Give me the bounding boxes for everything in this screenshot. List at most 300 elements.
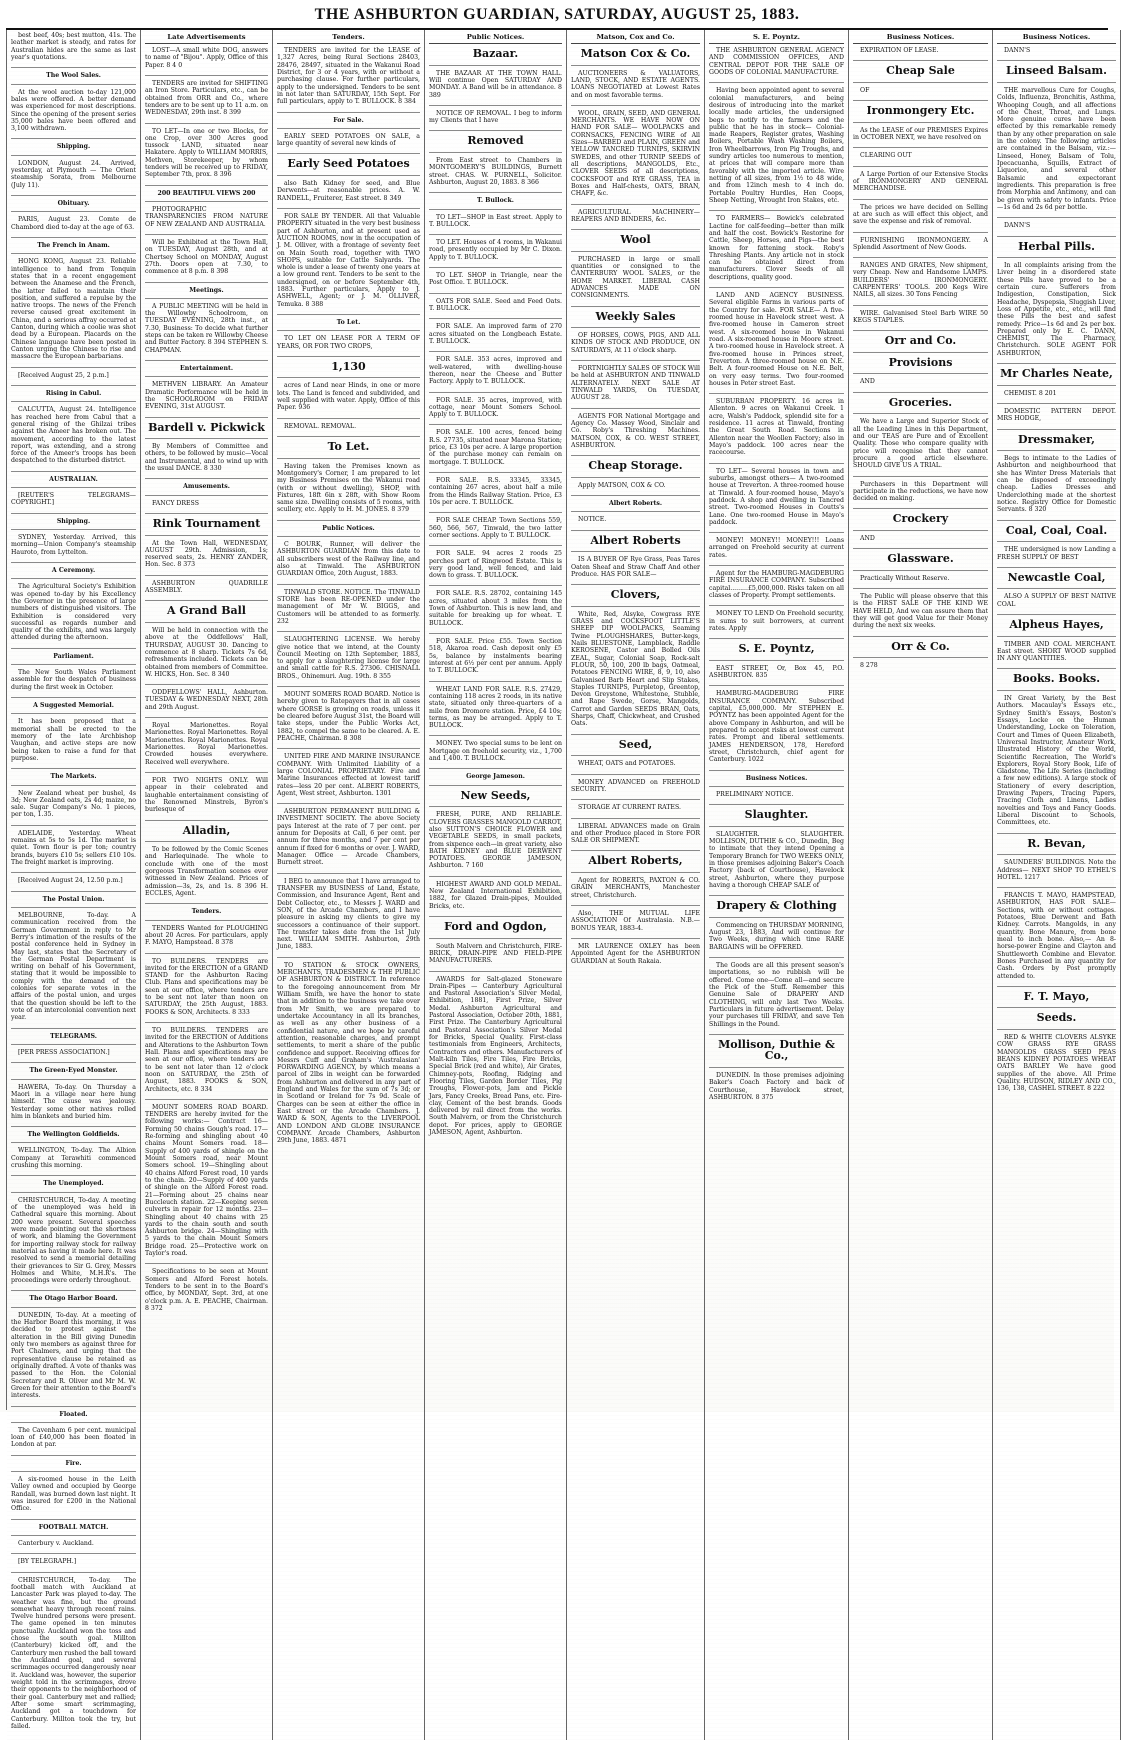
headline: Albert Roberts <box>590 533 681 547</box>
paragraph: Canterbury v. Auckland. <box>18 1539 94 1547</box>
column-block <box>145 605 268 623</box>
column-block <box>277 335 420 357</box>
column-block <box>145 422 268 440</box>
headline: Obituary. <box>57 200 90 207</box>
column-block <box>997 593 1116 615</box>
column-block <box>429 214 562 236</box>
column-block <box>145 1027 268 1100</box>
headline: F. T. Mayo, <box>1023 989 1090 1003</box>
column-block <box>853 481 988 510</box>
column-block <box>853 553 988 571</box>
column-block <box>277 589 420 633</box>
headline: Slaughter. <box>744 808 809 822</box>
column-header: S. E. Poyntz. <box>709 32 844 44</box>
paragraph: MELBOURNE, To-day. A communication received from the German Government in reply to Mr Berry's intimation of the results of the postal conference held in Sydney in May last, states that the Secretary of the German Postal Department is writing on behalf of his Government, stating that it would be impossible to comply with the demand of the colonies for separate votes in the affairs of the postal union, and urges that the question should be left to the vote of an intercolonial convention next year. <box>11 911 136 1022</box>
masthead <box>6 6 1108 30</box>
paragraph: We have a Large and Superior Stock of all the Leading Lines in this Department, and our TEAS are Pure and of Excellent Quality. Those who compare quality with price will recognise that they cannot procure a good article elsewhere. SHOULD GIVE US A TRIAL. <box>853 418 988 470</box>
column-block <box>429 272 562 294</box>
column-block <box>277 423 420 437</box>
paragraph: HAMBURG-MAGDEBURG FIRE INSURANCE COMPANY. Subscribed capital, £5,000,000. Mr STEPHEN E. POYNTZ has been appointed Agent for the above Company in Ashburton, and will be prepared to accept risks at lowest current rates. Prompt and liberal settlements. JAMES HENDERSON, 178, Hereford street, Christchurch, chief agent for Canterbury. 1022 <box>709 690 844 764</box>
headline: Wool <box>620 233 651 247</box>
paragraph: 8 278 <box>860 662 878 670</box>
column-block <box>277 808 420 874</box>
headline: 1,130 <box>331 359 366 373</box>
headline: Shipping. <box>56 143 91 151</box>
column-block <box>429 157 562 193</box>
column-block <box>571 256 700 307</box>
headline: Early Seed Potatoes <box>287 157 410 171</box>
column-block <box>429 773 562 785</box>
paragraph: Will be Exhibited at the Town Hall, on TUESDAY, August 28th, and at Chertsey School on MONDAY, August 27th. Doors open at 7.30, to commence at 8 p.m. 8 398 <box>145 238 268 276</box>
paragraph: FOR SALE BY TENDER. All that Valuable PROPERTY situated in the very best business part of Ashburton, and at present used as AUCTION ROOMS, now in the occupation of J. M. Olliver, with a frontage of seventy feet on Main South road, together with TWO SHOPS, suitable for Cattle Salyards. The whole is under a lease of twenty one years at a low ground rent. Tenders to be sent to the undersigned, on or before September 4th, 1883. Further particulars, Apply to J. ASHWELL, Agent; or J. M. OLLIVER, Temuka. 8 388 <box>277 212 420 308</box>
column-block <box>145 925 268 954</box>
column-block <box>997 390 1116 404</box>
paragraph: WHEAT, OATS and POTATOES. <box>578 760 676 768</box>
paragraph: STORAGE AT CURRENT RATES. <box>578 804 681 812</box>
paragraph: AGRICULTURAL MACHINERY—REAPERS AND BINDERS, &c. <box>571 208 700 223</box>
paragraph: The Public will please observe that this is the FIRST SALE OF THE KIND WE HAVE HELD, And we can assure them that they will get good Value for their Money during the next six weeks. <box>853 593 988 630</box>
paragraph: South Malvern and Christchurch, FIRE-BRICK, DRAIN-PIPE AND FIELD-PIPE MANUFACTURERS. <box>429 942 562 965</box>
paragraph: EXPIRATION OF LEASE. <box>860 47 939 55</box>
column-block <box>277 319 420 331</box>
column-7 <box>849 30 993 1740</box>
headline: Provisions <box>888 355 953 369</box>
column-block <box>571 943 700 971</box>
paragraph: FRANCIS T. MAYO, HAMPSTEAD, ASHBURTON, HAS FOR SALE— Sections, with or without cottages. Potatoes, Blue Derwent and Bath Kidney. Carrots. Mangolds, in any quantity. Bone Manure, from bone meal to inch bone. Also,— An 8-horse-power Engine and Clayton and Shuttleworth Combine and Elevator. Bones Purchased in any quantity for Cash. Orders by Post promptly attended to. <box>997 892 1116 980</box>
column-block <box>145 540 268 576</box>
column-block <box>853 65 988 83</box>
paragraph: The New South Wales Parliament assemble for the despatch of business during the first week in October. <box>11 669 136 691</box>
column-block <box>709 47 844 83</box>
headline: The Green-Eyed Monster. <box>29 1067 118 1075</box>
paragraph: A Large Portion of our Extensive Stocks of IRONMONGERY AND GENERAL MERCHANDISE. <box>853 170 988 193</box>
column-block <box>277 180 420 209</box>
column-block <box>277 441 420 459</box>
paragraph: SAUNDERS' BUILDINGS. Note the Address— NEXT SHOP TO ETHEL'S HOTEL. 1217 <box>997 859 1116 881</box>
paragraph: ASHBURTON PERMANENT BUILDING & INVESTMENT SOCIETY. The above Society pays Interest at the rate of 7 per cent. per annum for Deposits at Call, 6 per cent. per annum for three months, and 7 per cent per annum if fixed for 6 months or over. J. WARD, Manager. Office — Arcade Chambers, Burnett street. <box>277 808 420 867</box>
column-grid <box>6 30 1116 1730</box>
column-block <box>571 500 700 512</box>
column-block <box>145 825 268 843</box>
paragraph: PARIS, August 23. Comte de Chambord died to-day at the age of 63. <box>11 216 136 231</box>
column-block <box>429 517 562 546</box>
column-block <box>997 1012 1116 1030</box>
column-block <box>145 206 268 235</box>
headline: Newcastle Coal, <box>1007 570 1106 584</box>
paragraph: TO LET. SHOP in Triangle, near the Post Office. T. BULLOCK. <box>429 272 562 287</box>
headline: New Seeds, <box>460 788 531 802</box>
column-block <box>429 48 562 66</box>
column-block <box>145 722 268 773</box>
column-block <box>997 525 1116 543</box>
headline: Weekly Sales <box>595 309 676 323</box>
column-block <box>11 143 136 155</box>
paragraph: Royal Marionettes. Royal Marionettes. Royal Marionettes. Royal Marionettes. Royal Marionettes. Royal Marionettes. Royal Marionettes. Crowded houses everywhere. Received well everywhere. <box>145 722 268 766</box>
column-block <box>853 105 988 123</box>
column-block <box>709 809 844 827</box>
paragraph: LOST—A small white DOG, answers to name of "Bijou". Apply, Office of this Paper. 8 4 0 <box>145 47 268 69</box>
headline: Rising in Cabul. <box>45 389 102 397</box>
column-block <box>853 335 988 353</box>
column-block <box>709 900 844 918</box>
column-block <box>571 311 700 329</box>
headline: The Otago Harbor Board. <box>29 1295 118 1303</box>
column-block <box>11 669 136 698</box>
column-block <box>571 877 700 906</box>
column-block <box>429 397 562 426</box>
paragraph: METHVEN LIBRARY. An Amateur Dramatic Performance will be held in the SCHOOLROOM on FRIDAY EVENING, 31st AUGUST. <box>145 381 268 411</box>
column-block <box>11 912 136 1029</box>
paragraph: Also, THE MUTUAL LIFE ASSOCIATION Of Australasia. N.B.—BONUS YEAR, 1883-4. <box>571 909 700 932</box>
paragraph: SYDNEY, Yesterday. Arrived, this morning—Union Company's steamship Hauroto, from Lyttelton. <box>11 534 136 556</box>
headline: A Ceremony. <box>51 566 96 574</box>
paragraph: TO LET—In one or two Blocks, for one Crop, over 300 Acres good tussock LAND, situated near Hakatere. Apply to WILLIAM MORRIS, Methven, Storekeeper, by whom tenders will be received up to FRIDAY, September 7th, prox. 8 396 <box>145 127 268 179</box>
headline: Orr & Co. <box>891 639 950 653</box>
column-4 <box>425 30 567 1740</box>
paragraph: TO LET. Houses of 4 rooms, in Wakanui road, presently occupied by Mr C. Dixon. Apply to T. BULLOCK. <box>429 239 562 261</box>
headline: The Postal Union. <box>42 895 105 903</box>
column-block <box>145 846 268 904</box>
paragraph: New Zealand wheat per bushel, 4s 3d; New Zealand oats, 2s 4d; maize, no sale. Sugar Company's No. 1 pieces, per ton, 1.35. <box>11 789 136 819</box>
headline: Seeds. <box>1036 1011 1077 1025</box>
paragraph: [BY TELEGRAPH.] <box>18 1558 77 1566</box>
paragraph: HIGHEST AWARD AND GOLD MEDAL. New Zealand International Exhibition, 1882, for Glazed Drain-pipes, Moulded Bricks, etc. <box>429 880 562 910</box>
column-block <box>11 1427 136 1456</box>
column-block <box>853 87 988 101</box>
headline: A Suggested Memorial. <box>33 702 114 709</box>
column-block <box>429 135 562 153</box>
headline: Tenders. <box>191 908 222 916</box>
column-block <box>11 773 136 785</box>
column-block <box>429 976 562 1143</box>
column-block <box>997 619 1116 637</box>
paragraph: best beef, 40s; best mutton, 41s. The leather market is steady, and rates for Australian hides are the same as last year's quotations. <box>11 32 136 61</box>
headline: Cheap Sale <box>886 64 955 78</box>
paragraph: A PUBLIC MEETING will be held in the Willowby Schoolroom, on TUESDAY EVENING, 28th inst., at 7.30, Business: To decide what further steps can be taken re Willowby Cheese and Butter Factory. 8 394 STEPHEN S. CHAPMAN. <box>145 302 268 354</box>
column-block <box>277 636 420 687</box>
column-block <box>429 356 562 392</box>
column-block <box>709 610 844 639</box>
headline: Clovers, <box>610 588 661 602</box>
paragraph: Practically Without Reserve. <box>860 574 950 582</box>
column-block <box>571 110 700 205</box>
paragraph: RED & WHITE CLOVERS ALSYKE COW GRASS RYE GRASS MANGOLDS GRASS SEED PEAS BEANS KIDNEY POTATOES WHEAT OATS BARLEY We have good supplies of the above. All Prime Quality. HUDSON, RIDLEY AND CO., 136, 138, CASHEL STREET. 8 222 <box>997 1033 1116 1093</box>
paragraph: FOR SALE. R.S. 33345, 33345, containing 267 acres, about half a mile from the Hinds Railway Station. Price, £3 10s per acre. T. BULLOCK. <box>429 477 562 506</box>
paragraph: At the wool auction to-day 121,000 bales were offered. A better demand was experienced for most descriptions. Since the opening of the present series 35,000 bales have been offered and 3,100 withdrawn. <box>11 88 136 133</box>
column-block <box>853 662 988 675</box>
column-block <box>429 70 562 106</box>
headline: Removed <box>467 134 524 148</box>
headline: George Jameson. <box>466 773 525 781</box>
headline: R. Bevan, <box>1027 836 1086 850</box>
column-block <box>429 550 562 586</box>
headline: Rink Tournament <box>152 517 261 530</box>
paragraph: CLEARING OUT <box>860 152 912 160</box>
column-block <box>709 537 844 566</box>
paragraph: Apply MATSON, COX & CO. <box>578 481 666 489</box>
column-block <box>145 47 268 76</box>
column-block <box>571 804 700 818</box>
paragraph: As the LEASE of our PREMISES Expires in OCTOBER NEXT, we have resolved on <box>853 126 988 142</box>
column-block <box>145 443 268 479</box>
paragraph: AUCTIONEERS & VALUATORS, LAND, STOCK, AND ESTATE AGENTS. LOANS NEGOTIATED at Lowest Rates and on most favorable terms. <box>571 69 700 99</box>
column-block <box>11 653 136 665</box>
column-block <box>11 242 136 254</box>
column-block <box>709 643 844 661</box>
column-block <box>429 740 562 769</box>
column-6 <box>705 30 849 1740</box>
paragraph: FANCY DRESS <box>152 499 199 507</box>
column-block <box>11 1147 136 1176</box>
paragraph: [Received August 24, 12.50 p.m.] <box>18 877 123 885</box>
paragraph: NOTICE OF REMOVAL. I beg to inform my Clients that I have <box>429 109 562 125</box>
column-block <box>709 665 844 687</box>
paragraph: OF <box>860 86 870 94</box>
column-block <box>997 546 1116 568</box>
column-block <box>571 332 700 361</box>
paragraph: OF HORSES, COWS, PIGS, AND ALL KINDS OF STOCK AND PRODUCE, ON SATURDAYS, At 11 o'clock sharp. <box>571 332 700 354</box>
column-block <box>429 790 562 808</box>
paragraph: TO LET—SHOP in East street. Apply to T. BULLOCK. <box>429 213 562 228</box>
column-block <box>571 823 700 852</box>
paragraph: WHEAT LAND FOR SALE. R.S. 27429, containing 118 acres 2 roods, in its native state, situated only three-quarters of a mile from Dromore station. Price, £4 10s; terms, as may be arranged. Apply to T. BULLOCK. <box>429 685 562 730</box>
paragraph: TO LET ON LEASE FOR A TERM OF YEARS, OR FOR TWO CROPS, <box>277 335 420 350</box>
headline: Floated. <box>59 1410 88 1418</box>
column-block <box>853 641 988 659</box>
headline: The French in Anam. <box>37 241 110 249</box>
column-block <box>571 589 700 607</box>
column-block <box>997 991 1116 1009</box>
paragraph: HAWERA, To-day. On Thursday a Maori in a village near here hung himself. The cause was jealousy. Yesterday some other natives rolled him in blankets and buried him. <box>11 1083 136 1120</box>
column-block <box>145 365 268 377</box>
column-block <box>571 779 700 801</box>
paragraph: WIRE. Galvanised Steel Barb WIRE 50 KEGS STAPLES. <box>853 309 988 325</box>
column-block <box>145 287 268 299</box>
headline: S. E. Poyntz, <box>738 642 815 656</box>
column-block <box>709 690 844 770</box>
column-block <box>997 262 1116 364</box>
paragraph: TO BUILDERS. TENDERS are invited for the ERECTION of a GRAND STAND for the Ashburton Racing Club. Plans and specifications may be seen at our office, where tenders are to be sent not later than noon on SATURDAY, the 25th August, 1883. FOOKS & SON, Architects. 8 333 <box>145 957 268 1016</box>
headline: Albert Roberts. <box>609 500 662 508</box>
column-block <box>11 1411 136 1423</box>
column-block <box>11 896 136 908</box>
column-block <box>277 463 420 521</box>
headline: Glassware. <box>887 552 954 566</box>
paragraph: DUNEDIN, To-day. At a meeting of the Harbor Board this morning, it was decided to protest against the alteration in the Bill giving Dunedin only two members as against three for Port Chalmers, and urging that the representative clause be retained as originally drafted. A vote of thanks was passed to the Hon. the Colonial Secretary and R. Oliver and Mr M. W. Green for their attention to the Board's interests. <box>11 1311 136 1400</box>
column-block <box>11 372 136 386</box>
column-block <box>145 190 268 202</box>
headline: Ironmongery Etc. <box>866 104 975 118</box>
headline: Drapery & Clothing <box>716 899 837 913</box>
column-block <box>709 468 844 534</box>
column-block <box>709 292 844 394</box>
paragraph: FURNISHING IRONMONGERY. A Splendid Assortment of New Goods. <box>853 236 988 251</box>
paragraph: FORTNIGHTLY SALES OF STOCK Will be held at ASHBURTON AND TINWALD ALTERNATELY. NEXT SALE AT TINWALD YARDS, On TUESDAY, AUGUST 28. <box>571 365 700 402</box>
column-block <box>429 477 562 513</box>
paragraph: Specifications to be seen at Mount Somers and Alford Forest hotels. Tenders to be sent in to the Board's office, by MONDAY, Sept. 3rd, at one o'clock p.m. A. E. PEACHE, Chairman. 8 372 <box>145 1268 268 1312</box>
headline: Mollison, Duthie & Co., <box>718 1037 835 1063</box>
paragraph: WELLINGTON, To-day. The Albion Company at Terawhiti commenced crushing this morning. <box>11 1147 136 1170</box>
paragraph: MR LAURENCE OXLEY has been Appointed Agent for the ASHBURTON GUARDIAN at South Rakaia. <box>571 942 700 965</box>
paragraph: FOR SALE. An improved farm of 270 acres situated on the Longbeach Estate. T. BULLOCK. <box>429 323 562 345</box>
column-block <box>997 65 1116 83</box>
paragraph: ADELAIDE, Yesterday. Wheat remains at 5s to 5s 1d. The market is quiet. Town flour is per ton; country brands, buyers £10 5s; sellers £10 10s. The freight market is improving. <box>11 829 136 866</box>
column-header: Tenders. <box>277 32 420 44</box>
headline: Herbal Pills. <box>1018 239 1095 253</box>
paragraph: LAND AND AGENCY BUSINESS. Several eligible Farms in various parts of the Country for sale. FOR SALE— A five-roomed house in Havelock street west. A five-roomed house in Cameron street west. A six-roomed house in Wakanui road. A six-roomed house in Moore street. A two-roomed house in Havelock street. A five-roomed house in Princes street, Treverton. A three-roomed house on N.E. Belt. A four-roomed House on N.E. Belt, on very easy terms. Two four-roomed houses in Peter street East. <box>709 292 844 387</box>
column-block <box>853 593 988 637</box>
column-block <box>853 47 988 61</box>
column-block <box>11 534 136 563</box>
headline: Mr Charles Neate, <box>1000 367 1113 381</box>
headline: The Markets. <box>50 773 97 781</box>
paragraph: EAST STREET, Or, Box 45, P.O. ASHBURTON. 835 <box>709 664 844 680</box>
paragraph: FOR SALE. 94 acres 2 roods 25 perches part of Ringwood Estate. This is very good land, well fenced, and laid down to grass. T. BULLOCK. <box>429 550 562 580</box>
column-block <box>571 234 700 252</box>
paragraph: TIMBER AND COAL MERCHANT. East street. SHORT WOOD supplied IN ANY QUANTITIES. <box>997 640 1116 663</box>
column-block <box>571 516 700 530</box>
column-block <box>853 378 988 392</box>
column-block <box>571 365 700 409</box>
column-block <box>277 133 420 155</box>
column-header: Business Notices. <box>853 32 988 44</box>
headline: 200 BEAUTIFUL VIEWS 200 <box>157 189 256 197</box>
paragraph: acres of Land near Hinds, in one or more lots. The Land is fenced and subdivided, and well supplied with water. Apply, Office of this Paper. 936 <box>277 382 420 412</box>
paragraph: FOR TWO NIGHTS ONLY. Will appear in their celebrated and laughable entertainment consisting of the Renowned Minstrels, Byron's burlesque of <box>145 776 268 814</box>
headline: Matson Cox & Co. <box>580 47 691 61</box>
paragraph: THE marvellous Cure for Coughs, Colds, Influenza, Bronchitis, Asthma, Whooping Cough, and all affections of the Chest, Throat, and Lungs. More genuine cures have been effected by this remarkable remedy than by any other preparation on sale in the colony. The following articles are contained in the Balsam, viz.:—Linseed, Honey, Balsam of Tolu, Ipecacuanha, Squills, Extract of Liquorice, and several other Balsamic and expectorant ingredients. This preparation is free from Morphia and Antimony, and can be given with safety to infants. Price—1s 6d and 2s 6d per bottle. <box>997 86 1116 211</box>
paragraph: To be followed by the Comic Scenes and Harlequinade. The whole to conclude with one of the most gorgeous Transformation scenes ever witnessed in New Zealand. Prices of admission—3s, 2s, and 1s. 8 396 H. ECCLES, Agent. <box>145 846 268 897</box>
column-block <box>853 127 988 149</box>
column-block <box>277 525 420 537</box>
column-block <box>11 1084 136 1128</box>
column-block <box>429 197 562 209</box>
column-block <box>429 429 562 473</box>
headline: T. Bullock. <box>477 197 514 205</box>
column-block <box>11 390 136 402</box>
column-block <box>709 398 844 464</box>
column-block <box>11 1312 136 1407</box>
column-block <box>997 368 1116 386</box>
column-block <box>11 1577 136 1737</box>
column-block <box>11 567 136 579</box>
column-block <box>571 209 700 231</box>
column-block <box>11 492 136 514</box>
column-block <box>997 572 1116 590</box>
headline: Groceries. <box>888 395 953 409</box>
column-block <box>11 89 136 140</box>
column-block <box>571 460 700 478</box>
headline: For Sale. <box>333 116 364 124</box>
column-block <box>853 418 988 476</box>
column-block <box>853 237 988 259</box>
column-block <box>277 691 420 749</box>
column-block <box>571 70 700 106</box>
column-block <box>11 216 136 238</box>
column-block <box>277 962 420 1151</box>
paragraph: Having taken the Premises known as Montgomery's Corner, I am prepared to let my Business Premises on the Wakanui road (with or without dwelling), SHOP, with Fixtures, 18ft 6in x 28ft, with Show Room same size. Dwelling consists of 5 rooms, with scullery, etc. Apply to H. M. JONES. 8 379 <box>277 462 420 514</box>
column-block <box>997 1034 1116 1099</box>
paragraph: FOR SALE. R.S. 28702, containing 145 acres, situated about 3 miles from the Town of Ashburton. This is new land, and suitable for breaking up for wheat. T. BULLOCK. <box>429 590 562 627</box>
column-block <box>11 1295 136 1307</box>
column-8 <box>993 30 1121 1740</box>
headline: Books. Books. <box>1012 672 1101 686</box>
column-block <box>709 215 844 288</box>
column-block <box>277 878 420 958</box>
headline: Coal, Coal, Coal. <box>1005 523 1108 537</box>
paragraph: PRELIMINARY NOTICE. <box>716 790 794 798</box>
column-block <box>145 1104 268 1265</box>
paragraph: PHOTOGRAPHIC TRANSPARENCIES FROM NATURE OF NEW ZEALAND AND AUSTRALIA. <box>145 206 268 228</box>
paragraph: THE ASHBURTON GENERAL AGENCY AND COMMISSION OFFICES, AND CENTRAL DEPOT FOR THE SALE OF GOODS OF COLONIAL MANUFACTURE. <box>709 47 844 76</box>
column-block <box>277 753 420 804</box>
column-block <box>145 777 268 821</box>
column-block <box>853 262 988 306</box>
paragraph: The Goods are all this present season's importations, so no rubbish will be offered. Come one—Come all—and secure the Pick of the Stuff. Remember this Genuine Sale of DRAPERY AND CLOTHING, will only last Two Weeks. Particulars in future advertisement. Delay your purchases till FRIDAY, and save Ten Shillings in the Pound. <box>709 962 844 1028</box>
paragraph: UNITED FIRE AND MARINE INSURANCE COMPANY. With Unlimited Liability of a large COLONIAL PROPRIETARY. Fire and Marine Insurances effected at lowest tariff rates—less 20 per cent. ALBERT ROBERTS, Agent, West street, Ashburton. 1301 <box>277 753 420 797</box>
headline: Linseed Balsam. <box>1005 64 1107 78</box>
column-block <box>11 160 136 196</box>
column-block <box>145 518 268 536</box>
paragraph: A six-roomed house in the Leith Valley owned and occupied by George Randall, was burned down last night. It was insured for £200 in the National Office. <box>11 1476 136 1513</box>
column-header: Matson, Cox and Co. <box>571 32 700 44</box>
column-block <box>11 718 136 769</box>
column-block <box>997 408 1116 430</box>
column-block <box>429 110 562 132</box>
column-block <box>277 382 420 418</box>
column-block <box>429 323 562 352</box>
paragraph: HONG KONG, August 23. Reliable intelligence to hand from Tonquin states that in a recent engagement between the Anamese and the French, the latter failed to maintain their position, and suffered a repulse by the native troops. The news of the French reverse caused great excitement in China, and a serious affray occurred at Canton, during which a coolie was shot dead by a European. Placards on the Chinese language have been posted in Canton urging the Chinese to rise and massacre the European barbarians. <box>11 258 136 361</box>
column-block <box>11 32 136 68</box>
column-block <box>853 513 988 531</box>
column-block <box>571 760 700 774</box>
column-block <box>571 855 700 873</box>
column-block <box>145 80 268 124</box>
paragraph: FOR SALE. Price £55. Town Section 518, Akaroa road. Cash deposit only £5 5s, balance by instalments bearing interest at 6½ per cent per annum. Apply to T. BULLOCK. <box>429 638 562 675</box>
paragraph: Will be held in connection with the above at the Oddfellows' Hall, THURSDAY, AUGUST 30. Dancing to commence at 8 sharp. Tickets 7s 6d, refreshments included. Tickets can be obtained from members of Committee. W. HICKS, Hon. Sec. 8 340 <box>145 626 268 678</box>
column-block <box>709 962 844 1035</box>
column-block <box>277 47 420 113</box>
column-block <box>11 406 136 472</box>
column-block <box>853 357 988 375</box>
column-block <box>145 689 268 718</box>
headline: Business Notices. <box>745 774 808 782</box>
paragraph: TO BUILDERS. TENDERS are invited for the ERECTION of Additions and Alterations to the Ashburton Town Hall. Plans and specifications may be seen at our office, where tenders are to be sent not later than 12 o'clock noon on SATURDAY, the 25th of August, 1883. FOOKS & SON, Architects, etc. 8 334 <box>145 1027 268 1093</box>
paragraph: AND <box>860 378 875 386</box>
column-5 <box>567 30 705 1740</box>
paragraph: LIBERAL ADVANCES made on Grain and other Produce placed in Store FOR SALE OR SHIPMENT. <box>571 822 700 845</box>
paragraph: In all complaints arising from the Liver being in a disordered state these Pills have proved to be a certain cure. Sufferers from Indigestion, Constipation, Sick Headache, Dyspepsia, Sluggish Liver, Loss of Appetite, etc., etc., will find these Pills the best and safest remedy. Price—1s 6d and 2s per box. Prepared only by E. C. DANN, CHEMIST, The Pharmacy, Christchurch. SOLE AGENT FOR ASHBURTON, <box>997 262 1116 357</box>
column-block <box>709 1072 844 1107</box>
column-block <box>145 381 268 417</box>
paragraph: NOTICE. <box>578 516 607 524</box>
column-block <box>429 239 562 268</box>
column-block <box>145 1268 268 1318</box>
paragraph: Agent for the HAMBURG-MAGDEBURG FIRE INSURANCE COMPANY. Subscribed capital.........£5,000,000. Risks taken on all classes of Property. Prompt settlements. <box>709 570 844 600</box>
column-block <box>11 877 136 891</box>
column-block <box>429 881 562 917</box>
paragraph: CALCUTTA, August 24. Intelligence has reached here from Cabul that a general rising of the Ghilzai tribes against the Ameer has broken out. The movement, according to the latest report, was extending, and a strong force of the Ameer's troops has been despatched to the disturbed district. <box>11 406 136 465</box>
paragraph: FOR SALE. 100 acres, fenced being R.S. 27735, situated near Marona Station; price, £3 10s per acre. A large proportion of the purchase money can remain on mortgage. T. BULLOCK. <box>429 429 562 466</box>
column-block <box>571 413 700 457</box>
paragraph: THE BAZAAR AT THE TOWN HALL. Will continue Open SATURDAY AND MONDAY. A Band will be in attendance. 8 389 <box>429 69 562 99</box>
column-block <box>709 87 844 211</box>
paragraph: White, Red, Alsyke, Cowgrass RYE GRASS and COCKSFOOT LITTLE'S SHEEP DIP WOOLPACKS, Seaming Twine PLOUGHSHARES, Butter-kegs, Nails BLUESTONE, Lampblack, Raddle KEROSENE, Castor and Bolled Oils ZEAL, Sugar, Colonial Soap, Rock-salt FLOUR, 50, 100, 200 lb bags, Oatmeal, Potatoes FENCING WIRE, 8, 9, 10, also Galvanised Barb Heart and Slip Stakes, Staples TURNIPS, Purpletop, Greentop, Devon Greystone, Whitestone, Stubble, and Rape Swede, Gorse, Mangolds, Carrot and Garden SEEDS BRAN, Oats, Sharps, Chaff, Chickwheat, and Crushed Oats. <box>571 610 700 728</box>
paragraph: MONEY. Two special sums to be lent on Mortgage on freehold security, viz., 1,700 and 1,400. T. BULLOCK. <box>429 740 562 763</box>
paragraph: OATS FOR SALE. Seed and Feed Oats. T. BULLOCK. <box>429 297 562 313</box>
paragraph: From East street to Chambers in MONTGOMERY'S BUILDINGS, Burnett street. CHAS. W. PURNELL, Solicitor. Ashburton, August 20, 1883. 8 366 <box>429 156 562 186</box>
paragraph: TENDERS are invited for the LEASE of 1,327 Acres, being Rural Sections 28403, 28476, 28497, situated in the Wakanui Road District, for 3 or 4 years, with or without a purchasing clause. For further particulars, apply to the undersigned. Tenders to be sent in not later than SATURDAY, 15th Sept. For full particulars, apply to T. BULLOCK. 8 384 <box>277 47 420 106</box>
